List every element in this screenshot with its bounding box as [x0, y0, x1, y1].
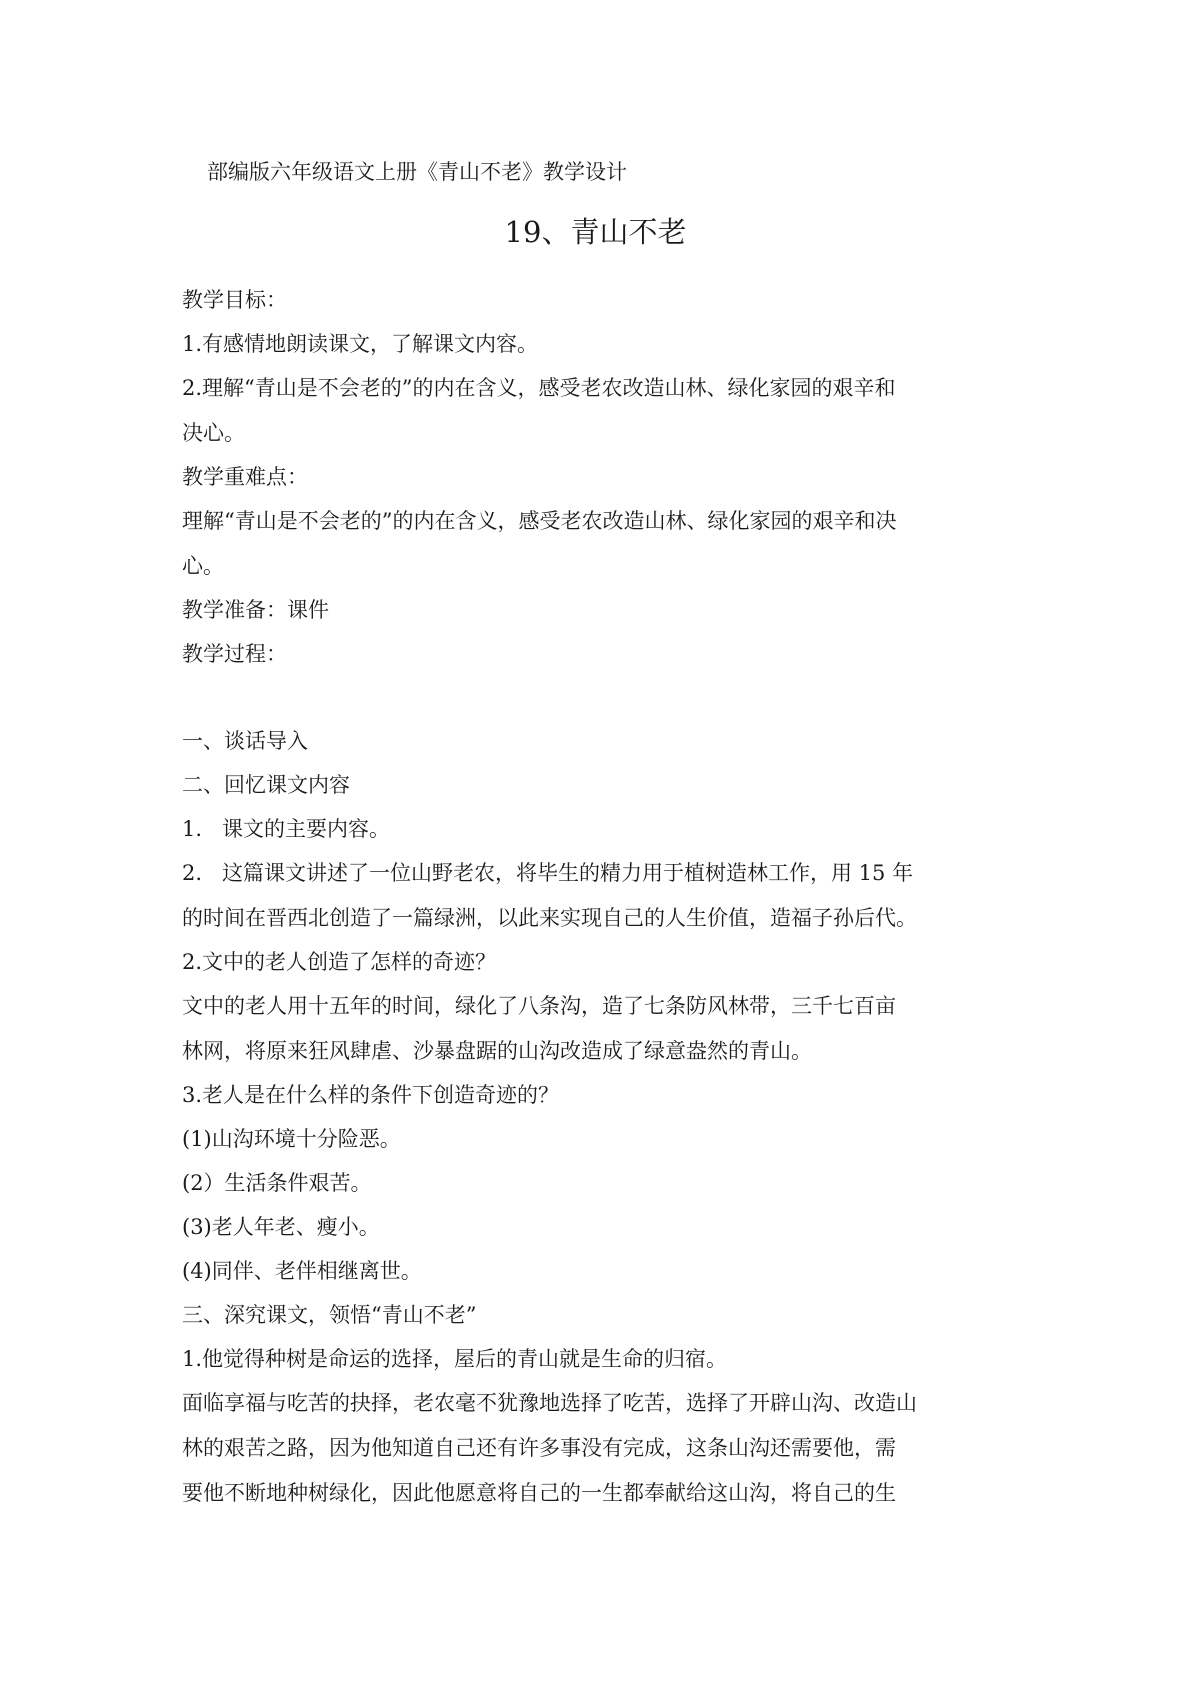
list-item: (2）生活条件艰苦。 — [182, 1171, 372, 1195]
paragraph-line: 要他不断地种树绿化，因此他愿意将自己的一生都奉献给这山沟，将自己的生 — [182, 1481, 896, 1505]
paragraph-line: 面临享福与吃苦的抉择，老农毫不犹豫地选择了吃苦，选择了开辟山沟、改造山 — [182, 1391, 917, 1415]
document-header: 部编版六年级语文上册《青山不老》教学设计 — [207, 160, 627, 184]
list-item: (3)老人年老、瘦小。 — [182, 1215, 380, 1239]
paragraph-line: 文中的老人用十五年的时间，绿化了八条沟，造了七条防风林带，三千七百亩 — [182, 994, 896, 1018]
section-heading: 一、谈话导入 — [182, 729, 308, 753]
paragraph-line: 理解“青山是不会老的”的内在含义，感受老农改造山林、绿化家园的艰辛和决 — [182, 509, 897, 533]
section-heading-process: 教学过程： — [182, 642, 287, 666]
section-heading-objectives: 教学目标： — [182, 288, 287, 312]
question-line: 3.老人是在什么样的条件下创造奇迹的？ — [182, 1083, 560, 1107]
objective-item: 1.有感情地朗读课文，了解课文内容。 — [182, 332, 539, 356]
paragraph-line: 林的艰苦之路，因为他知道自己还有许多事没有完成，这条山沟还需要他，需 — [182, 1436, 896, 1460]
list-text: 课文的主要内容。 — [222, 817, 390, 841]
list-number: 2. — [182, 861, 203, 885]
section-heading: 三、深究课文，领悟“青山不老” — [182, 1303, 477, 1327]
numbered-item — [182, 807, 1022, 851]
section-heading-key-points: 教学重难点： — [182, 465, 308, 489]
section-heading-preparation: 教学准备：课件 — [182, 598, 329, 622]
list-number: 1. — [182, 817, 203, 841]
list-item: (1)山沟环境十分险恶。 — [182, 1127, 401, 1151]
paragraph-line: 决心。 — [182, 421, 245, 445]
lesson-title: 19、青山不老 — [504, 215, 687, 249]
objective-item: 2.理解“青山是不会老的”的内在含义，感受老农改造山林、绿化家园的艰辛和 — [182, 376, 896, 400]
question-line: 2.文中的老人创造了怎样的奇迹？ — [182, 950, 497, 974]
list-text: 这篇课文讲述了一位山野老农，将毕生的精力用于植树造林工作，用 15 年 — [222, 861, 914, 885]
paragraph-line: 心。 — [182, 554, 224, 578]
list-item: (4)同伴、老伴相继离世。 — [182, 1259, 422, 1283]
paragraph-line: 1.他觉得种树是命运的选择，屋后的青山就是生命的归宿。 — [182, 1347, 728, 1371]
numbered-item — [182, 851, 1022, 896]
document-body — [182, 278, 1022, 1516]
paragraph-line: 林网，将原来狂风肆虐、沙暴盘踞的山沟改造成了绿意盎然的青山。 — [182, 1039, 812, 1063]
section-heading: 二、回忆课文内容 — [182, 773, 350, 797]
paragraph-line: 的时间在晋西北创造了一篇绿洲，以此来实现自己的人生价值，造福子孙后代。 — [182, 906, 917, 930]
blank-line — [182, 676, 1022, 719]
